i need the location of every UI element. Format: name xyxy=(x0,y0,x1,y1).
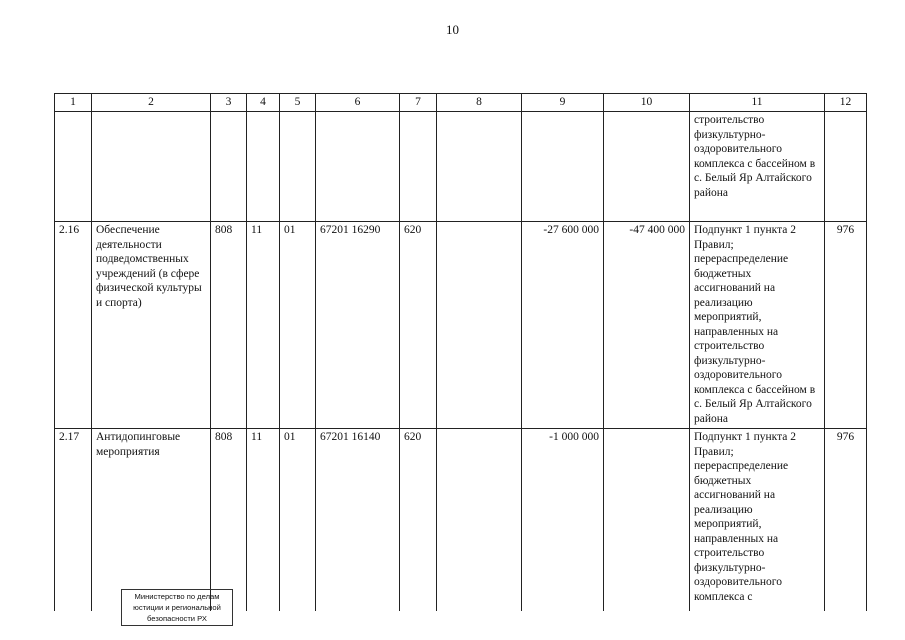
cell-col-8 xyxy=(437,222,522,429)
header-cell: 9 xyxy=(522,94,604,112)
cell-code-5: 01 xyxy=(280,222,316,429)
cell-code-6: 67201 16290 xyxy=(316,222,400,429)
cell xyxy=(92,112,211,222)
cell-amount-9: -1 000 000 xyxy=(522,429,604,611)
cell-amount-10: -47 400 000 xyxy=(604,222,690,429)
cell xyxy=(400,112,437,222)
cell-amount-10 xyxy=(604,429,690,611)
cell-code-4: 11 xyxy=(247,429,280,611)
page-number: 10 xyxy=(446,22,459,37)
cell-code-4: 11 xyxy=(247,222,280,429)
header-cell: 4 xyxy=(247,94,280,112)
cell-code-3: 808 xyxy=(211,429,247,611)
header-cell: 10 xyxy=(604,94,690,112)
cell-name: Обеспечение деятельности подведомственных учреждений (в сфере физической культуры и спорта) xyxy=(92,222,211,429)
cell xyxy=(825,112,867,222)
cell xyxy=(55,112,92,222)
cell-number: 2.16 xyxy=(55,222,92,429)
cell-code-6: 67201 16140 xyxy=(316,429,400,611)
table-row xyxy=(55,429,867,611)
stamp-line: безопасности РХ xyxy=(147,614,207,623)
header-cell: 3 xyxy=(211,94,247,112)
budget-table xyxy=(54,93,867,611)
cell xyxy=(604,112,690,222)
table-row-continued xyxy=(55,112,867,222)
header-cell: 2 xyxy=(92,94,211,112)
cell-number: 2.17 xyxy=(55,429,92,611)
cell-code-5: 01 xyxy=(280,429,316,611)
header-cell: 6 xyxy=(316,94,400,112)
stamp-line: юстиции и региональной xyxy=(133,603,221,612)
header-cell: 1 xyxy=(55,94,92,112)
table-row xyxy=(55,222,867,429)
header-cell: 8 xyxy=(437,94,522,112)
header-cell: 11 xyxy=(690,94,825,112)
cell-justification: Подпункт 1 пункта 2 Правил; перераспределение бюджетных ассигнований на реализацию мероприятий, направленных на строительство физкультурно-оздоровительного комплекса с xyxy=(690,429,825,611)
header-cell: 7 xyxy=(400,94,437,112)
cell xyxy=(437,112,522,222)
cell-code-12: 976 xyxy=(825,429,867,611)
cell xyxy=(247,112,280,222)
cell xyxy=(316,112,400,222)
cell xyxy=(211,112,247,222)
cell-code-7: 620 xyxy=(400,222,437,429)
header-cell: 12 xyxy=(825,94,867,112)
cell-code-7: 620 xyxy=(400,429,437,611)
cell-code-12: 976 xyxy=(825,222,867,429)
cell-amount-9: -27 600 000 xyxy=(522,222,604,429)
cell-code-3: 808 xyxy=(211,222,247,429)
table-header-row xyxy=(55,94,867,112)
cell-col-8 xyxy=(437,429,522,611)
cell-name: Антидопинговые мероприятия xyxy=(92,429,211,611)
cell xyxy=(280,112,316,222)
stamp-line: Министерство по делам xyxy=(134,592,220,601)
cell-justification: Подпункт 1 пункта 2 Правил; перераспределение бюджетных ассигнований на реализацию мероприятий, направленных на строительство физкультурно-оздоровительного комплекса с бассейном в с. Белый Яр Алтайского района xyxy=(690,222,825,429)
ministry-stamp xyxy=(121,589,233,626)
cell xyxy=(522,112,604,222)
cell-justification: строительство физкультурно-оздоровительного комплекса с бассейном в с. Белый Яр Алтайского района xyxy=(690,112,825,222)
header-cell: 5 xyxy=(280,94,316,112)
